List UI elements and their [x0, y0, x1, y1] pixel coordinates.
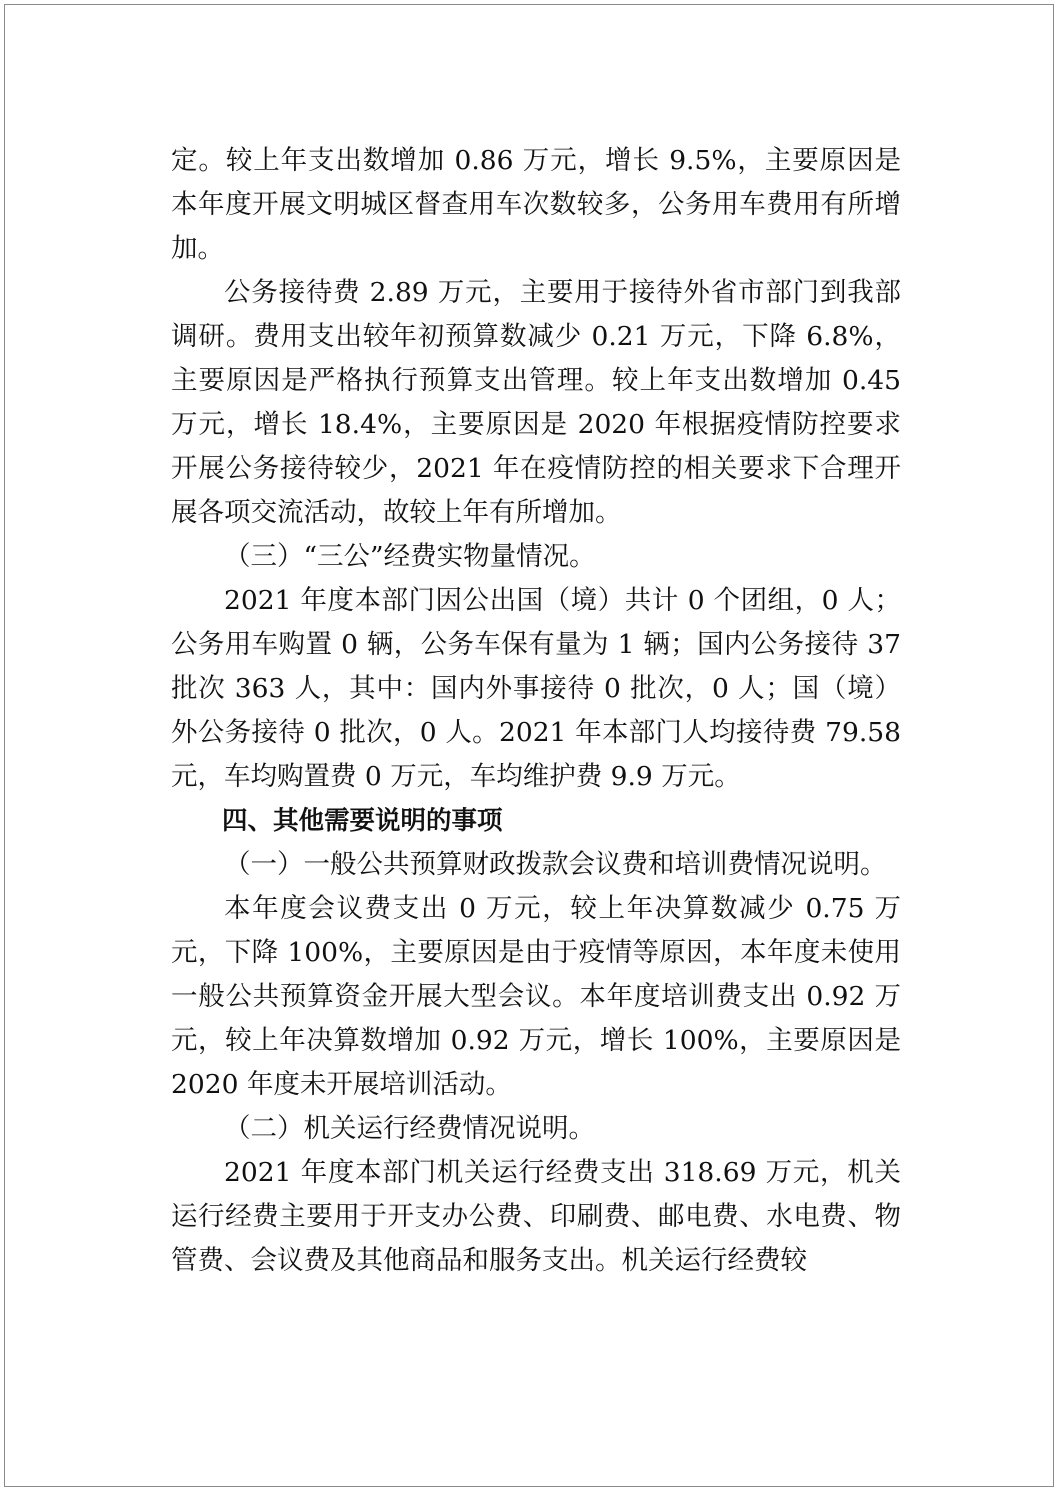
subheading-operating-expenses: （二）机关运行经费情况说明。	[224, 1113, 595, 1144]
paragraph-meeting-training-fees: 本年度会议费支出 0 万元，较上年决算数减少 0.75 万元，下降 100%，主要原因是由于疫情等原因，本年度未使用一般公共预算资金开展大型会议。本年度培训费支出 0.92 万元，较上年决算数增加 0.92 万元，增长 100%，主要原因是 2020 年度未开展培训活动。	[171, 893, 901, 1100]
paragraph-official-vehicle-cost: 定。较上年支出数增加 0.86 万元，增长 9.5%，主要原因是本年度开展文明城区督查用车次数较多，公务用车费用有所增加。	[171, 145, 901, 264]
paragraph-reception-cost: 公务接待费 2.89 万元，主要用于接待外省市部门到我部调研。费用支出较年初预算数减少 0.21 万元，下降 6.8%，主要原因是严格执行预算支出管理。较上年支出数增加 0.45 万元，增长 18.4%，主要原因是 2020 年根据疫情防控要求开展公务接待较少，2021 年在疫情防控的相关要求下合理开展各项交流活动，故较上年有所增加。	[171, 277, 901, 528]
subheading-meeting-training-fees: （一）一般公共预算财政拨款会议费和培训费情况说明。	[224, 849, 887, 880]
document-body	[171, 139, 901, 1283]
document-page	[4, 4, 1054, 1487]
subheading-three-public-physical: （三）“三公”经费实物量情况。	[224, 541, 596, 572]
paragraph-physical-quantity: 2021 年度本部门因公出国（境）共计 0 个团组，0 人；公务用车购置 0 辆，公务车保有量为 1 辆；国内公务接待 37 批次 363 人，其中：国内外事接待 0 批次，0 人；国（境）外公务接待 0 批次，0 人。2021 年本部门人均接待费 79.58 元，车均购置费 0 万元，车均维护费 9.9 万元。	[171, 585, 901, 792]
paragraph-operating-expenses: 2021 年度本部门机关运行经费支出 318.69 万元，机关运行经费主要用于开支办公费、印刷费、邮电费、水电费、物管费、会议费及其他商品和服务支出。机关运行经费较	[171, 1157, 901, 1276]
section-heading-other-matters: 四、其他需要说明的事项	[222, 806, 503, 836]
